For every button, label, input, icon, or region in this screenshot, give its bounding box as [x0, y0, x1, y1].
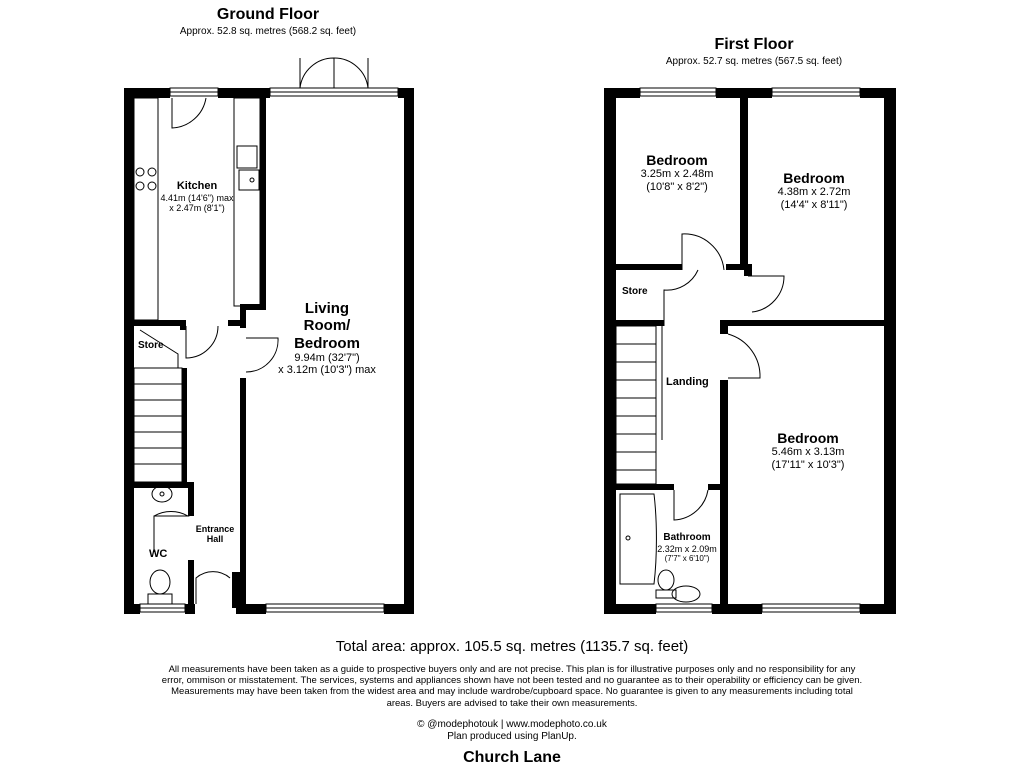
kitchen-dim2: x 2.47m (8'1")	[169, 202, 225, 213]
bedroom-1-dim2: (10'8" x 8'2")	[646, 180, 708, 193]
credit-line-1: © @modephotouk | www.modephoto.co.uk	[417, 719, 607, 730]
living-room-dim2: x 3.12m (10'3") max	[278, 364, 376, 377]
bedroom-3-dim2: (17'11" x 10'3")	[771, 458, 845, 471]
bedroom-3-name: Bedroom	[777, 430, 839, 446]
bedroom-3-label	[744, 430, 872, 471]
living-room-line3: Bedroom	[294, 334, 360, 352]
first-store-label: Store	[622, 286, 648, 297]
bedroom-1-name: Bedroom	[646, 152, 708, 168]
credit-line-2: Plan produced using PlanUp.	[447, 731, 577, 742]
bedroom-2-dim1: 4.38m x 2.72m	[777, 186, 851, 199]
bathroom-label	[652, 532, 722, 563]
first-floor-area: Approx. 52.7 sq. metres (567.5 sq. feet)	[665, 56, 843, 67]
entrance-hall-label	[190, 524, 240, 545]
kitchen-dim1: 4.41m (14'6") max	[160, 192, 234, 203]
bedroom-3-dim1: 5.46m x 3.13m	[771, 446, 845, 459]
wc-label: WC	[149, 548, 168, 560]
bedroom-2-name: Bedroom	[783, 170, 845, 186]
bedroom-2-dim2: (14'4" x 8'11")	[780, 198, 848, 211]
living-room-line2: Room/	[303, 317, 351, 335]
bedroom-2-label	[752, 170, 876, 211]
living-room-line1: Living	[304, 300, 350, 317]
bedroom-1-label	[618, 152, 736, 193]
bedroom-1-dim1: 3.25m x 2.48m	[640, 168, 714, 181]
ground-store-label: Store	[138, 340, 164, 351]
living-room-label	[262, 300, 392, 377]
bathroom-dim2: (7'7" x 6'10")	[664, 553, 710, 563]
disclaimer-text: All measurements have been taken as a guide to prospective buyers only and are not precise. This plan is for illustrative purposes only and no responsibility for any error, ommison or misstatement. The services, systems and appliances shown have not been tested and no guarantee as to their operability or efficiency can be given. Measurements may have been taken from the widest area and may include wardrobe/cupboard space. No guarantee is given to any measurements including total areas. Buyers are advised to take their own measurements.	[161, 664, 863, 709]
street-name: Church Lane	[463, 749, 561, 766]
kitchen-label	[150, 180, 244, 213]
ground-floor-area: Approx. 52.8 sq. metres (568.2 sq. feet)	[179, 26, 357, 37]
total-area: Total area: approx. 105.5 sq. metres (1135.7 sq. feet)	[335, 638, 689, 655]
kitchen-name: Kitchen	[176, 180, 218, 192]
bathroom-dim1: 2.32m x 2.09m	[657, 543, 717, 554]
entrance-hall-line1: Entrance	[195, 524, 235, 534]
landing-label: Landing	[666, 376, 709, 388]
living-room-dim1: 9.94m (32'7")	[294, 351, 360, 364]
entrance-hall-line2: Hall	[206, 534, 224, 545]
first-floor-title: First Floor	[714, 36, 794, 53]
bathroom-name: Bathroom	[663, 532, 711, 543]
ground-floor-title: Ground Floor	[216, 6, 320, 23]
